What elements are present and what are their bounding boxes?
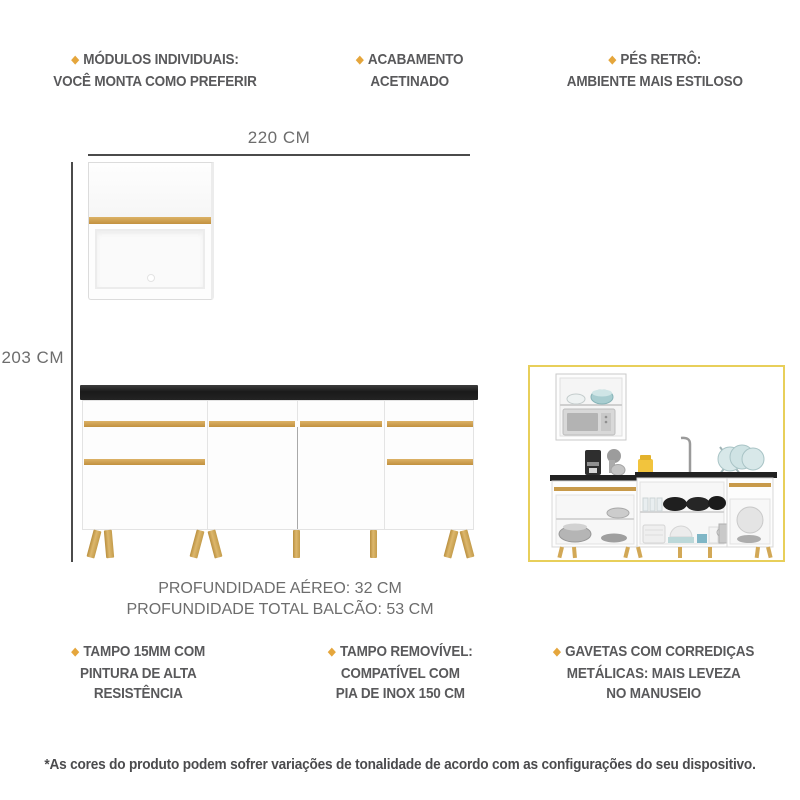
wood-strip <box>300 421 382 427</box>
black-countertop <box>80 385 478 400</box>
wall-cabinet-wood-strip <box>89 217 211 224</box>
retro-leg <box>444 529 459 558</box>
diamond-bullet-icon: ◆ <box>553 646 561 658</box>
retro-leg <box>190 529 205 558</box>
feature-line <box>328 642 473 664</box>
feature-text: METÁLICAS: MAIS LEVEZA <box>567 664 741 682</box>
depth-annotations <box>88 578 472 620</box>
feature-text: NO MANUSEIO <box>606 685 702 702</box>
diamond-bullet-icon: ◆ <box>608 54 617 66</box>
feature-text: TAMPO REMOVÍVEL: <box>339 643 473 660</box>
diamond-bullet-icon: ◆ <box>356 54 364 66</box>
feature-text: PÉS RETRÔ: <box>620 51 702 68</box>
glass-icon <box>650 498 655 511</box>
inset-retro-legs <box>557 547 772 559</box>
wall-cabinet-drawing <box>88 162 214 300</box>
width-dimension-label: 220 CM <box>247 128 311 147</box>
pan-icon <box>601 534 627 543</box>
retro-leg <box>370 530 377 558</box>
retro-leg <box>293 530 300 558</box>
height-dimension-line <box>71 162 73 562</box>
wood-strip <box>209 421 295 427</box>
inset-right-module <box>727 478 773 547</box>
knob-icon <box>147 274 155 282</box>
bowl-icon <box>567 394 585 404</box>
pan-icon <box>737 535 761 543</box>
wall-cabinet-open-shelf <box>95 229 205 289</box>
glass-icon <box>657 498 662 511</box>
feature-satin-finish <box>310 50 510 92</box>
feature-15mm-top <box>0 642 276 705</box>
feature-text: PIA DE INOX 150 CM <box>335 685 465 702</box>
retro-leg <box>87 529 102 558</box>
feature-text: GAVETAS COM CORREDIÇAS <box>565 643 755 660</box>
diamond-bullet-icon: ◆ <box>71 54 79 66</box>
feature-text: PINTURA DE ALTA <box>79 664 197 682</box>
feature-line <box>567 50 743 72</box>
feature-text: ACETINADO <box>370 72 450 90</box>
wood-strip <box>84 421 205 427</box>
diamond-bullet-icon: ◆ <box>71 646 79 658</box>
coffee-machine-icon <box>585 450 601 475</box>
feature-individual-modules <box>0 50 310 92</box>
kitchen-scene-illustration <box>530 367 783 560</box>
plate-stack-icon <box>643 525 665 543</box>
black-pot-icon <box>686 497 710 511</box>
feature-text: ACABAMENTO <box>368 51 464 68</box>
counter-depth-label: PROFUNDIDADE TOTAL BALCÃO: 53 CM <box>126 601 434 618</box>
faucet-icon <box>681 438 690 474</box>
plate-icon <box>737 507 763 533</box>
feature-text: COMPATÍVEL COM <box>340 664 460 682</box>
features-bottom-row <box>0 642 800 705</box>
feature-retro-feet <box>510 50 800 92</box>
feature-text: TAMPO 15MM COM <box>83 643 205 660</box>
feature-line <box>356 50 463 72</box>
canister-icon <box>709 527 718 543</box>
feature-text: RESISTÊNCIA <box>93 685 183 702</box>
bowl-icon <box>607 508 629 518</box>
features-top-row <box>0 50 800 92</box>
width-dimension-line <box>88 154 470 156</box>
retro-leg <box>208 529 223 558</box>
black-pot-icon <box>663 497 687 511</box>
inset-left-module <box>550 475 640 547</box>
counter-cabinet-drawing <box>80 385 478 560</box>
wood-strip <box>387 459 473 465</box>
feature-removable-top <box>276 642 524 705</box>
feature-line <box>53 50 256 72</box>
color-disclaimer: *As cores do produto podem sofrer variações de tonalidade de acordo com as configurações do seu dispositivo. <box>44 757 756 773</box>
aerial-depth-label: PROFUNDIDADE AÉREO: 32 CM <box>158 580 402 597</box>
module-divider <box>384 401 385 529</box>
microwave-icon <box>563 409 615 435</box>
wood-strip <box>387 421 473 427</box>
inset-wall-cabinet <box>556 374 626 440</box>
module-divider <box>297 401 298 421</box>
feature-metal-slides <box>524 642 784 705</box>
stand-mixer-icon <box>607 449 625 476</box>
wood-strip <box>84 459 205 465</box>
diamond-bullet-icon: ◆ <box>327 646 336 658</box>
black-pot-icon <box>708 496 726 510</box>
feature-text: AMBIENTE MAIS ESTILOSO <box>566 72 744 90</box>
center-door-gap <box>297 427 298 529</box>
product-photo-inset <box>528 365 785 562</box>
retro-leg <box>104 530 114 559</box>
retro-leg <box>460 529 475 558</box>
counter-body <box>82 400 474 530</box>
kettle-icon <box>717 524 727 543</box>
module-divider <box>207 401 208 529</box>
height-dimension-label: 203 CM <box>1 348 64 367</box>
dish-rack-icon <box>718 445 764 474</box>
glass-icon <box>643 498 648 511</box>
teal-bowl-icon <box>697 534 707 543</box>
feature-line <box>71 642 205 664</box>
wall-cabinet-flip-door <box>89 163 211 217</box>
feature-line <box>553 642 754 664</box>
feature-text: MÓDULOS INDIVIDUAIS: <box>83 51 239 68</box>
feature-text: VOCÊ MONTA COMO PREFERIR <box>53 72 257 90</box>
